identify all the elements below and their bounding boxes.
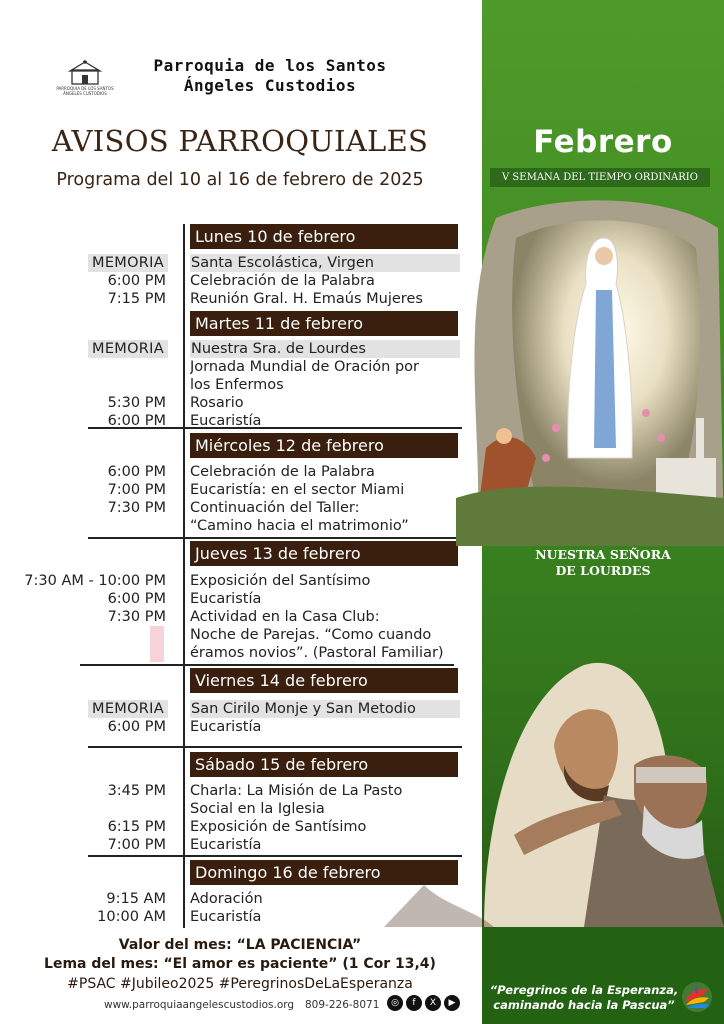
event-description: Celebración de la Palabra (190, 273, 375, 289)
event-description: Jornada Mundial de Oración por (190, 359, 419, 375)
lourdes-image (456, 198, 724, 546)
event-description: Social en la Iglesia (190, 801, 325, 817)
event-time: 6:00 PM (107, 719, 166, 735)
event-description: los Enfermos (190, 377, 284, 393)
event-time: 10:00 AM (97, 909, 166, 925)
event-time: 7:00 PM (107, 837, 166, 853)
event-time: 6:00 PM (107, 413, 166, 429)
event-time: 6:15 PM (107, 819, 166, 835)
image-caption-line1: NUESTRA SEÑORA (535, 547, 671, 562)
jubilee-logo-icon (680, 980, 714, 1014)
event-description: Eucaristía (190, 719, 262, 735)
event-time: 9:15 AM (106, 891, 166, 907)
church-icon (66, 60, 104, 86)
day-header: Domingo 16 de febrero (190, 860, 458, 885)
day-header: Martes 11 de febrero (190, 311, 458, 336)
phone-number: 809-226-8071 (305, 999, 380, 1011)
event-time: 5:30 PM (107, 395, 166, 411)
event-time: 7:30 PM (107, 609, 166, 625)
day-header: Jueves 13 de febrero (190, 541, 458, 566)
event-time: 7:30 PM (107, 500, 166, 516)
event-description: Noche de Parejas. “Como cuando (190, 627, 432, 643)
website-link[interactable]: www.parroquiaangelescustodios.org (104, 999, 295, 1011)
logo-caption: PARROQUIA DE LOS SANTOS ÁNGELES CUSTODIOS (56, 86, 114, 96)
parish-name (124, 56, 416, 96)
memoria-label: MEMORIA (88, 700, 168, 718)
parish-name-line2: Ángeles Custodios (183, 76, 357, 95)
page-title: AVISOS PARROQUIALES (51, 124, 429, 158)
hashtags: #PSAC #Jubileo2025 #PeregrinosDeLaEsperanza (67, 976, 413, 992)
day-header: Sábado 15 de febrero (190, 752, 458, 777)
event-time: 3:45 PM (107, 783, 166, 799)
event-description: Celebración de la Palabra (190, 464, 375, 480)
image-caption-line2: DE LOURDES (555, 563, 651, 578)
event-description: Reunión Gral. H. Emaús Mujeres (190, 291, 423, 307)
day-header: Viernes 14 de febrero (190, 668, 458, 693)
valor-text: Valor del mes: “LA PACIENCIA” (118, 937, 362, 953)
jesus-healing-image (384, 655, 724, 927)
timeline-divider (183, 224, 185, 928)
liturgical-week: V SEMANA DEL TIEMPO ORDINARIO (490, 168, 710, 187)
event-description: Nuestra Sra. de Lourdes (190, 340, 460, 358)
event-description: Adoración (190, 891, 263, 907)
event-description: Eucaristía (190, 837, 262, 853)
day-header: Miércoles 12 de febrero (190, 433, 458, 458)
youtube-icon[interactable]: ▶ (444, 995, 460, 1011)
event-description: Rosario (190, 395, 244, 411)
event-description: “Camino hacia el matrimonio” (190, 518, 409, 534)
facebook-icon[interactable]: f (406, 995, 422, 1011)
highlight-marker (150, 626, 164, 662)
event-time: 6:00 PM (107, 591, 166, 607)
event-description: Exposición de Santísimo (190, 819, 367, 835)
instagram-icon[interactable]: ◎ (387, 995, 403, 1011)
memoria-label: MEMORIA (88, 340, 168, 358)
event-description: Actividad en la Casa Club: (190, 609, 380, 625)
event-description: Continuación del Taller: (190, 500, 360, 516)
day-separator (88, 537, 470, 539)
lema-text: Lema del mes: “El amor es paciente” (1 Cor 13,4) (44, 956, 436, 972)
month-value (20, 936, 460, 974)
event-description: Charla: La Misión de La Pasto (190, 783, 403, 799)
event-time: 7:15 PM (107, 291, 166, 307)
parish-name-line1: Parroquia de los Santos (153, 56, 387, 75)
event-description: Santa Escolástica, Virgen (190, 254, 460, 272)
event-description: Eucaristía (190, 591, 262, 607)
x-icon[interactable]: X (425, 995, 441, 1011)
day-header: Lunes 10 de febrero (190, 224, 458, 249)
jubilee-motto (488, 983, 680, 1013)
memoria-label: MEMORIA (88, 254, 168, 272)
month-title: Febrero (533, 124, 673, 160)
image-caption (482, 547, 724, 579)
event-description: éramos novios”. (Pastoral Familiar) (190, 645, 444, 661)
event-description: Eucaristía: en el sector Miami (190, 482, 405, 498)
event-time: 6:00 PM (107, 464, 166, 480)
motto-line2: caminando hacia la Pascua” (493, 998, 675, 1012)
event-description: Exposición del Santísimo (190, 573, 371, 589)
event-time: 7:00 PM (107, 482, 166, 498)
event-description: Eucaristía (190, 413, 262, 429)
event-description: Eucaristía (190, 909, 262, 925)
social-links (387, 995, 460, 1013)
page-subtitle: Programa del 10 al 16 de febrero de 2025 (56, 170, 424, 190)
event-time: 7:30 AM - 10:00 PM (24, 573, 166, 589)
motto-line1: “Peregrinos de la Esperanza, (489, 983, 679, 997)
parish-logo (52, 60, 118, 102)
event-time: 6:00 PM (107, 273, 166, 289)
event-description: San Cirilo Monje y San Metodio (190, 700, 460, 718)
